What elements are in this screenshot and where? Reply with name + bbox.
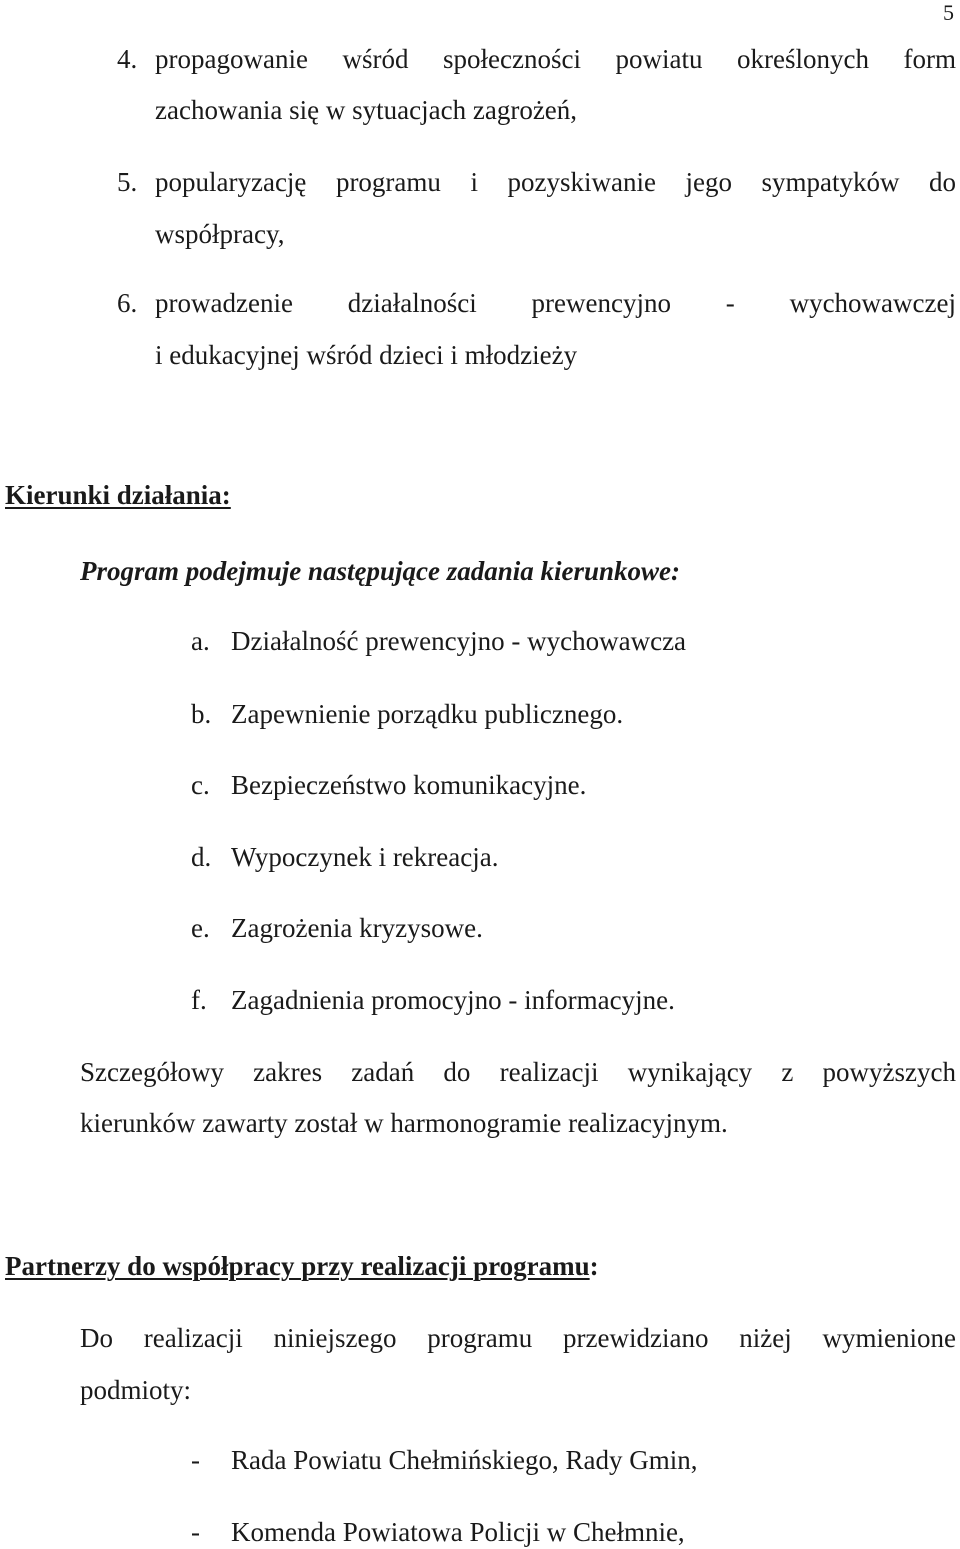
paragraph-line: kierunków zawarty został w harmonogramie realizacyjnym. xyxy=(80,1108,728,1138)
list-item-text: Zagadnienia promocyjno - informacyjne. xyxy=(231,985,675,1015)
list-item-line: popularyzację programu i pozyskiwanie jego sympatyków do xyxy=(155,167,956,197)
section-intro: Program podejmuje następujące zadania kierunkowe: xyxy=(80,556,681,586)
page-number: 5 xyxy=(943,0,954,25)
list-item-text: Komenda Powiatowa Policji w Chełmnie, xyxy=(231,1517,685,1547)
list-item-number: 4. xyxy=(117,44,138,74)
list-item-text: Działalność prewencyjno - wychowawcza xyxy=(231,626,687,656)
list-item-line: prowadzenie działalności prewencyjno - wychowawczej xyxy=(155,288,956,318)
list-item-marker: c. xyxy=(191,770,210,800)
list-item-text: Zapewnienie porządku publicznego. xyxy=(231,699,624,729)
section-heading-partnerzy xyxy=(5,1253,599,1280)
list-item-marker: f. xyxy=(191,985,207,1015)
list-item-text: Wypoczynek i rekreacja. xyxy=(231,842,499,872)
list-item-text: Rada Powiatu Chełmińskiego, Rady Gmin, xyxy=(231,1445,698,1475)
list-item-marker: a. xyxy=(191,626,210,656)
section-heading-kierunki: Kierunki działania: xyxy=(5,480,231,510)
list-item-line: i edukacyjnej wśród dzieci i młodzieży xyxy=(155,340,578,370)
list-item-text: Bezpieczeństwo komunikacyjne. xyxy=(231,770,587,800)
section-heading-colon: : xyxy=(589,1251,599,1281)
list-item-line: zachowania się w sytuacjach zagrożeń, xyxy=(155,95,578,125)
list-item-marker: b. xyxy=(191,699,212,729)
list-item-text: Zagrożenia kryzysowe. xyxy=(231,913,483,943)
paragraph-line: podmioty: xyxy=(80,1375,192,1405)
list-item-marker: e. xyxy=(191,913,210,943)
paragraph-line: Do realizacji niniejszego programu przewidziano niżej wymienione xyxy=(80,1323,956,1353)
list-item-marker: d. xyxy=(191,842,212,872)
list-item-line: propagowanie wśród społeczności powiatu określonych form xyxy=(155,44,956,74)
list-item-marker: - xyxy=(191,1517,200,1547)
list-item-marker: - xyxy=(191,1445,200,1475)
paragraph-line: Szczegółowy zakres zadań do realizacji wynikający z powyższych xyxy=(80,1057,956,1087)
list-item-number: 5. xyxy=(117,167,138,197)
section-heading-text: Partnerzy do współpracy przy realizacji programu xyxy=(5,1251,590,1281)
list-item-number: 6. xyxy=(117,288,138,318)
list-item-line: współpracy, xyxy=(155,219,285,249)
